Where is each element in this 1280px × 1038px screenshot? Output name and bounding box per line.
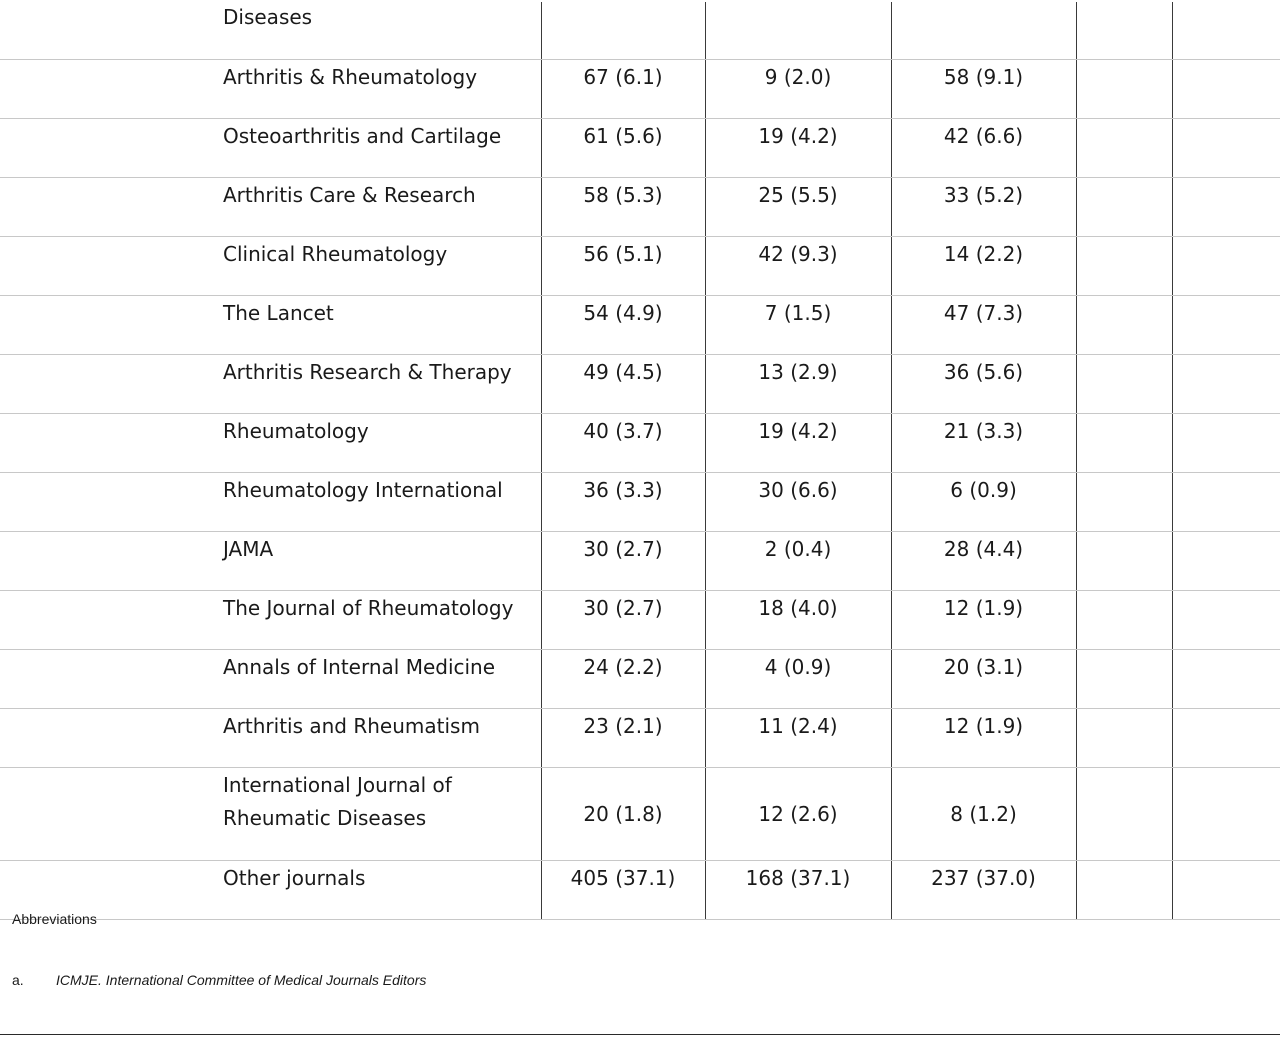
group2-count-cell [891,2,1076,60]
footnote-text: ICMJE. International Committee of Medical Journals Editors [56,972,427,988]
table-row [0,709,1280,768]
journal-name-cell: JAMA [0,532,541,591]
group2-count-cell: 33 (5.2) [891,178,1076,237]
total-count-cell: 30 (2.7) [541,532,705,591]
abbreviations-label: Abbreviations [12,911,97,927]
group2-count-cell: 36 (5.6) [891,355,1076,414]
empty-cell [1076,2,1172,60]
bottom-rule [0,1034,1280,1035]
group1-count-cell: 13 (2.9) [705,355,891,414]
table-row [0,768,1280,861]
empty-cell [1076,650,1172,709]
group1-count-cell: 42 (9.3) [705,237,891,296]
journal-name-cell: Clinical Rheumatology [0,237,541,296]
total-count-cell: 30 (2.7) [541,591,705,650]
empty-cell [1076,709,1172,768]
total-count-cell: 56 (5.1) [541,237,705,296]
group2-count-cell: 58 (9.1) [891,60,1076,119]
empty-cell [1172,861,1280,920]
empty-cell [1076,532,1172,591]
table-row [0,861,1280,920]
empty-cell [1172,532,1280,591]
group1-count-cell: 9 (2.0) [705,60,891,119]
group1-count-cell: 19 (4.2) [705,414,891,473]
table-row [0,650,1280,709]
total-count-cell [541,2,705,60]
group1-count-cell: 25 (5.5) [705,178,891,237]
empty-cell [1076,414,1172,473]
group2-count-cell: 14 (2.2) [891,237,1076,296]
group1-count-cell: 19 (4.2) [705,119,891,178]
total-count-cell: 405 (37.1) [541,861,705,920]
empty-cell [1172,591,1280,650]
journal-name-cell: Osteoarthritis and Cartilage [0,119,541,178]
table-row [0,532,1280,591]
group2-count-cell: 8 (1.2) [891,768,1076,861]
table-body [0,2,1280,920]
group2-count-cell: 12 (1.9) [891,591,1076,650]
total-count-cell: 61 (5.6) [541,119,705,178]
journal-name-cell: Arthritis Research & Therapy [0,355,541,414]
group1-count-cell: 7 (1.5) [705,296,891,355]
journal-name-cell: Arthritis Care & Research [0,178,541,237]
total-count-cell: 54 (4.9) [541,296,705,355]
empty-cell [1172,60,1280,119]
group2-count-cell: 47 (7.3) [891,296,1076,355]
journal-name-cell: Annals of Internal Medicine [0,650,541,709]
group2-count-cell: 28 (4.4) [891,532,1076,591]
group1-count-cell: 4 (0.9) [705,650,891,709]
empty-cell [1076,473,1172,532]
group1-count-cell: 12 (2.6) [705,768,891,861]
journal-name-cell: International Journal of Rheumatic Diseases [0,768,541,861]
empty-cell [1172,355,1280,414]
group1-count-cell: 30 (6.6) [705,473,891,532]
total-count-cell: 58 (5.3) [541,178,705,237]
group2-count-cell: 21 (3.3) [891,414,1076,473]
group2-count-cell: 12 (1.9) [891,709,1076,768]
journal-name-cell: Rheumatology [0,414,541,473]
empty-cell [1172,119,1280,178]
group1-count-cell: 168 (37.1) [705,861,891,920]
empty-cell [1076,768,1172,861]
group1-count-cell: 11 (2.4) [705,709,891,768]
table-row [0,473,1280,532]
empty-cell [1076,60,1172,119]
group1-count-cell: 18 (4.0) [705,591,891,650]
journal-name-cell: Diseases [0,2,541,60]
table-row [0,237,1280,296]
empty-cell [1172,414,1280,473]
empty-cell [1076,178,1172,237]
journal-name-cell: The Lancet [0,296,541,355]
total-count-cell: 24 (2.2) [541,650,705,709]
empty-cell [1172,473,1280,532]
empty-cell [1172,768,1280,861]
journal-name-cell: Rheumatology International [0,473,541,532]
total-count-cell: 23 (2.1) [541,709,705,768]
journal-name-cell: The Journal of Rheumatology [0,591,541,650]
table-row [0,355,1280,414]
total-count-cell: 40 (3.7) [541,414,705,473]
journal-name-cell: Arthritis and Rheumatism [0,709,541,768]
empty-cell [1172,709,1280,768]
table-row [0,591,1280,650]
journal-name-cell: Arthritis & Rheumatology [0,60,541,119]
empty-cell [1076,861,1172,920]
empty-cell [1172,237,1280,296]
total-count-cell: 49 (4.5) [541,355,705,414]
group2-count-cell: 20 (3.1) [891,650,1076,709]
journal-table [0,2,1280,920]
total-count-cell: 20 (1.8) [541,768,705,861]
group2-count-cell: 237 (37.0) [891,861,1076,920]
table-row [0,60,1280,119]
empty-cell [1076,296,1172,355]
empty-cell [1076,591,1172,650]
table-row [0,178,1280,237]
empty-cell [1076,237,1172,296]
table-row [0,2,1280,60]
group1-count-cell [705,2,891,60]
total-count-cell: 36 (3.3) [541,473,705,532]
group2-count-cell: 42 (6.6) [891,119,1076,178]
empty-cell [1172,650,1280,709]
table-row [0,296,1280,355]
empty-cell [1076,119,1172,178]
empty-cell [1076,355,1172,414]
empty-cell [1172,2,1280,60]
group1-count-cell: 2 (0.4) [705,532,891,591]
footnote-marker: a. [12,972,24,988]
group2-count-cell: 6 (0.9) [891,473,1076,532]
journal-name-cell: Other journals [0,861,541,920]
total-count-cell: 67 (6.1) [541,60,705,119]
table-row [0,414,1280,473]
empty-cell [1172,296,1280,355]
empty-cell [1172,178,1280,237]
table-row [0,119,1280,178]
